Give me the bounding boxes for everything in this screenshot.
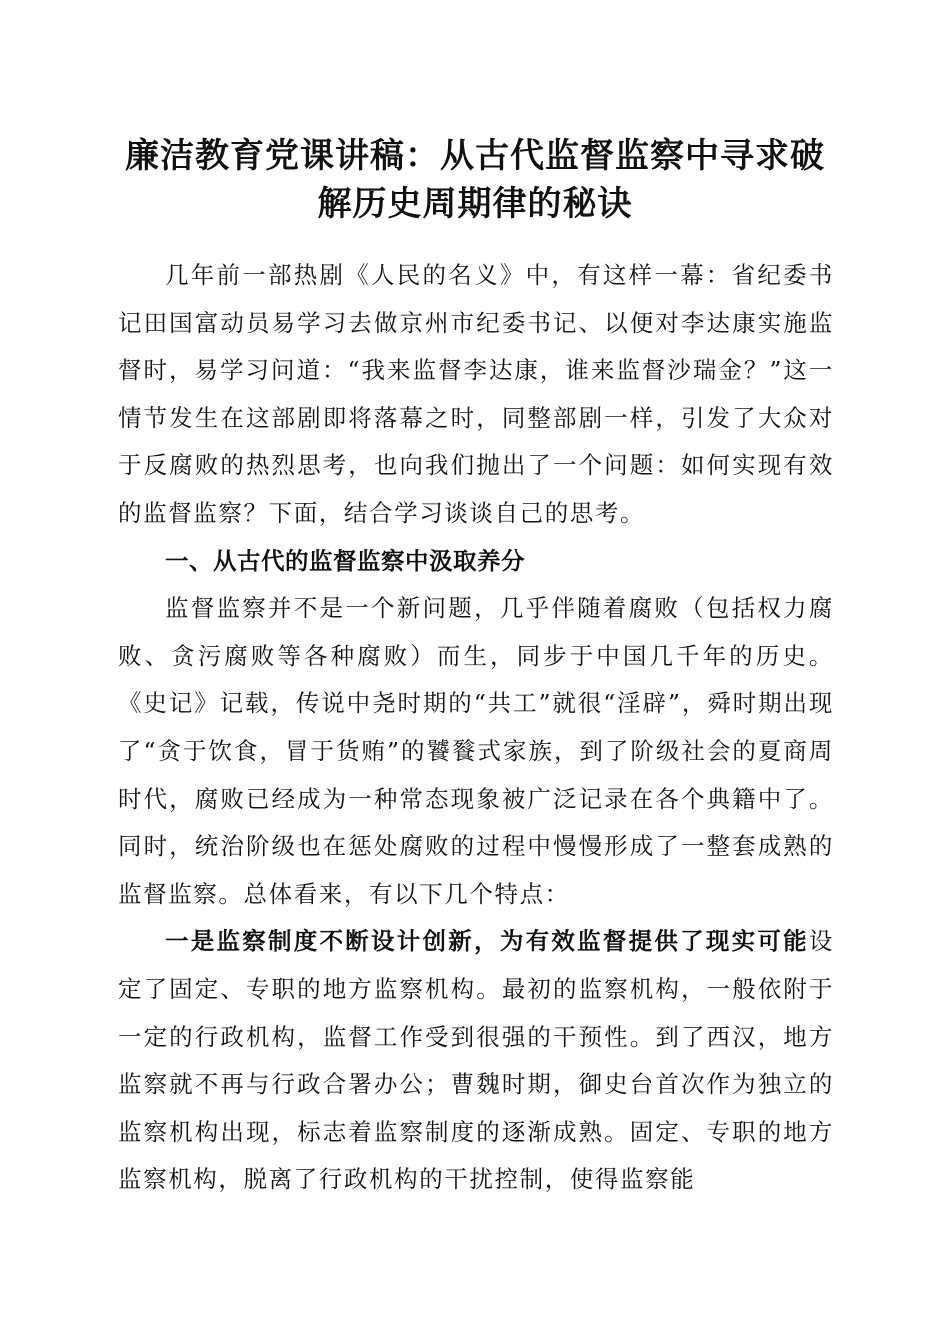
section-heading-1: 一、从古代的监督监察中汲取养分: [165, 546, 525, 575]
paragraph-feature-1: [118, 918, 834, 1204]
paragraph-history: 监督监察并不是一个新问题，几乎伴随着腐败（包括权力腐败、贪污腐败等各种腐败）而生，同步于中国几千年的历史。《史记》记载，传说中尧时期的“共工”就很“淫辟”，舜时期出现了“贪于饮食，冒于货贿”的饕餮式家族，到了阶级社会的夏商周时代，腐败已经成为一种常态现象被广泛记录在各个典籍中了。同时，统治阶级也在惩处腐败的过程中慢慢形成了一整套成熟的监督监察。总体看来，有以下几个特点：: [118, 594, 834, 908]
feature-1-body: 设定了固定、专职的地方监察机构。最初的监察机构，一般依附于一定的行政机构，监督工作受到很强的干预性。到了西汉，地方监察就不再与行政合署办公；曹魏时期，御史台首次作为独立的监察机构出现，标志着监察制度的逐渐成熟。固定、专职的地方监察机构，脱离了行政机构的干扰控制，使得监察能: [118, 927, 834, 1194]
paragraph-intro: 几年前一部热剧《人民的名义》中，有这样一幕：省纪委书记田国富动员易学习去做京州市纪委书记、以便对李达康实施监督时，易学习问道：“我来监督李达康，谁来监督沙瑞金？”这一情节发生在这部剧即将落幕之时，同整部剧一样，引发了大众对于反腐败的热烈思考，也向我们抛出了一个问题：如何实现有效的监督监察？下面，结合学习谈谈自己的思考。: [118, 261, 834, 527]
document-title: [110, 132, 840, 228]
title-line-1: 廉洁教育党课讲稿：从古代监督监察中寻求破: [125, 136, 825, 176]
document-body: [118, 252, 834, 1204]
title-line-2: 解历史周期律的秘诀: [317, 184, 633, 224]
feature-1-lead: 一是监察制度不断设计创新，为有效监督提供了现实可能: [165, 927, 809, 956]
